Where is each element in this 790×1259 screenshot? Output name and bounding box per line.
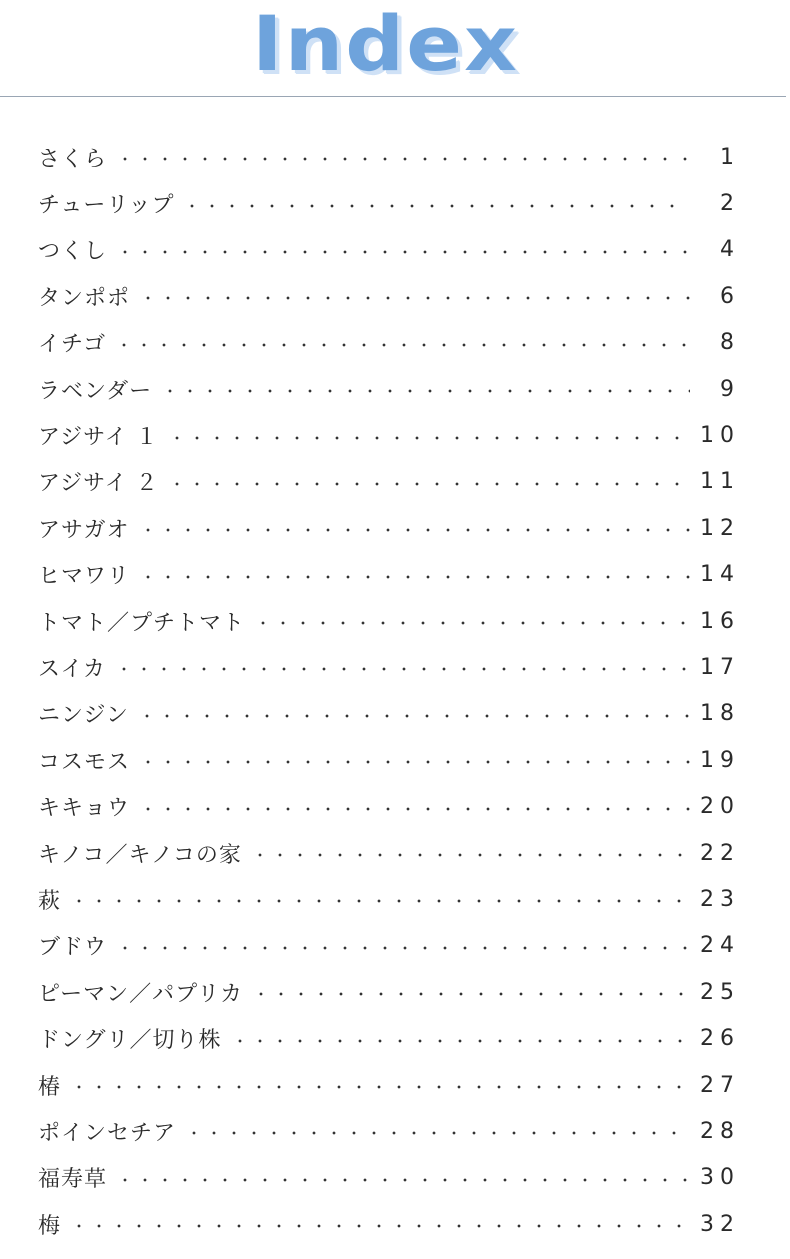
index-entry[interactable] xyxy=(38,1062,740,1108)
index-entry-page-number: 17 xyxy=(700,654,740,680)
index-entry-label: キキョウ xyxy=(38,796,131,822)
index-entry[interactable] xyxy=(38,227,740,273)
index-entry[interactable] xyxy=(38,320,740,366)
index-entry-page-number: 27 xyxy=(700,1072,740,1098)
index-entry-label: ポインセチア xyxy=(38,1120,177,1146)
dot-leader xyxy=(114,667,690,671)
dot-leader xyxy=(138,575,690,579)
index-entry-label: ニンジン xyxy=(38,703,129,729)
index-entry-page-number: 22 xyxy=(700,840,740,866)
dot-leader xyxy=(137,714,690,718)
dot-leader xyxy=(115,157,690,161)
dot-leader xyxy=(115,946,690,950)
header xyxy=(0,0,790,98)
dot-leader xyxy=(253,621,690,625)
index-entry-label: コスモス xyxy=(38,749,131,775)
dot-leader xyxy=(69,1085,690,1089)
index-entry[interactable] xyxy=(38,1108,740,1154)
index-entry-page-number: 16 xyxy=(700,608,740,634)
dot-leader xyxy=(115,1178,690,1182)
header-divider xyxy=(0,96,786,97)
index-entry-page-number: 1 xyxy=(720,144,740,170)
index-entry-label: 萩 xyxy=(38,888,62,914)
index-entry-label: トマト／プチトマト xyxy=(38,610,246,636)
dot-leader xyxy=(160,389,690,393)
dot-leader xyxy=(69,1224,690,1228)
dot-leader xyxy=(138,807,690,811)
index-entry-label: ピーマン／パプリカ xyxy=(38,981,244,1007)
index-entry-page-number: 19 xyxy=(700,747,740,773)
dot-leader xyxy=(230,1039,690,1043)
index-entry-label: ドングリ／切り株 xyxy=(38,1028,222,1054)
index-entry-label: アジサイ ２ xyxy=(38,471,159,497)
index-entry-label: 福寿草 xyxy=(38,1167,108,1193)
index-entry-page-number: 2 xyxy=(720,191,740,217)
index-entry-page-number: 23 xyxy=(700,886,740,912)
index-entry[interactable] xyxy=(38,412,740,458)
index-entry-page-number: 12 xyxy=(700,515,740,541)
dot-leader xyxy=(251,992,690,996)
dot-leader xyxy=(138,528,690,532)
dot-leader xyxy=(138,760,690,764)
index-entry-page-number: 20 xyxy=(700,794,740,820)
index-entry[interactable] xyxy=(38,691,740,737)
page-title: Index xyxy=(252,0,520,88)
dot-leader xyxy=(138,296,690,300)
index-entry-label: さくら xyxy=(38,146,108,172)
index-entry[interactable] xyxy=(38,830,740,876)
index-entry-label: イチゴ xyxy=(38,332,107,358)
index-entry-page-number: 24 xyxy=(700,933,740,959)
index-entry-page-number: 25 xyxy=(700,979,740,1005)
dot-leader xyxy=(114,343,690,347)
index-entry[interactable] xyxy=(38,366,740,412)
index-entry-label: アジサイ １ xyxy=(38,425,159,451)
index-entry[interactable] xyxy=(38,1201,740,1247)
index-entry-page-number: 6 xyxy=(720,283,740,309)
index-entry-label: キノコ／キノコの家 xyxy=(38,842,242,868)
index-entry-page-number: 10 xyxy=(700,423,740,449)
index-entry-page-number: 18 xyxy=(700,701,740,727)
index-entry-label: タンポポ xyxy=(38,285,131,311)
index-list xyxy=(38,134,740,1247)
index-entry[interactable] xyxy=(38,1155,740,1201)
index-entry-label: ヒマワリ xyxy=(38,564,131,590)
index-entry[interactable] xyxy=(38,505,740,551)
dot-leader xyxy=(182,204,690,208)
index-entry-page-number: 9 xyxy=(720,376,740,402)
index-entry[interactable] xyxy=(38,180,740,226)
index-entry[interactable] xyxy=(38,876,740,922)
index-entry-label: ブドウ xyxy=(38,935,108,961)
index-entry-page-number: 26 xyxy=(700,1026,740,1052)
index-entry[interactable] xyxy=(38,783,740,829)
index-entry[interactable] xyxy=(38,552,740,598)
index-entry-page-number: 28 xyxy=(700,1118,740,1144)
index-entry-label: ラベンダー xyxy=(38,378,153,404)
index-entry-label: つくし xyxy=(38,239,108,265)
dot-leader xyxy=(69,899,690,903)
dot-leader xyxy=(250,853,690,857)
index-entry-page-number: 8 xyxy=(720,330,740,356)
index-entry[interactable] xyxy=(38,969,740,1015)
index-entry[interactable] xyxy=(38,598,740,644)
index-entry-label: 梅 xyxy=(38,1213,62,1239)
index-entry-label: アサガオ xyxy=(38,517,130,543)
index-entry-page-number: 11 xyxy=(700,469,740,495)
index-entry-page-number: 4 xyxy=(720,237,740,263)
index-entry-page-number: 14 xyxy=(700,562,740,588)
index-entry-page-number: 32 xyxy=(700,1211,740,1237)
dot-leader xyxy=(167,436,690,440)
dot-leader xyxy=(115,250,690,254)
dot-leader xyxy=(184,1131,690,1135)
dot-leader xyxy=(167,482,690,486)
index-entry[interactable] xyxy=(38,459,740,505)
index-entry-page-number: 30 xyxy=(700,1165,740,1191)
index-entry[interactable] xyxy=(38,134,740,180)
index-entry[interactable] xyxy=(38,644,740,690)
index-entry[interactable] xyxy=(38,273,740,319)
index-entry-label: スイカ xyxy=(38,656,106,682)
index-entry[interactable] xyxy=(38,1015,740,1061)
index-entry-label: 椿 xyxy=(38,1074,62,1100)
index-entry-label: チューリップ xyxy=(38,193,175,219)
index-entry[interactable] xyxy=(38,923,740,969)
index-entry[interactable] xyxy=(38,737,740,783)
